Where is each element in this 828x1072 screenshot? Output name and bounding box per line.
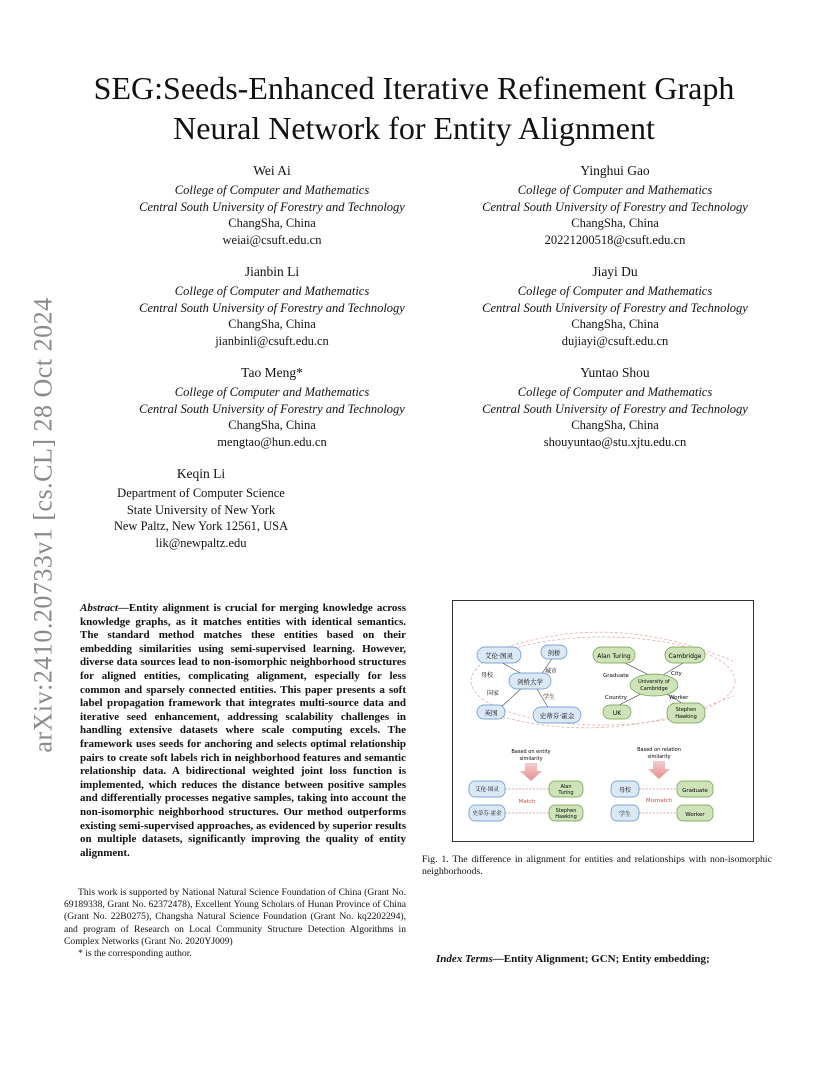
down-arrow-icon	[520, 763, 542, 781]
node-cn-e	[533, 707, 581, 723]
left-pair-result	[469, 781, 583, 821]
mismatch-label: Mismatch	[645, 798, 673, 804]
abstract-text: —Entity alignment is crucial for merging knowledge across knowledge graphs, as it matches entities with identical semantics. The standard method matches these entities based on their embedding similarities using semi-supervised learning. However, diverse data sources lead to non-isomorphic neighborhood structures for aligned entities, complicating alignment, especially for less common and sparsely connected entities. This paper presents a soft label propagation framework that integrates multi-source data and iterative seed enhancement, addressing scalability challenges in handling extensive datasets where scale computing excels. The framework uses seeds for anchoring and selects optimal relationship pairs to create soft labels rich in neighborhood features and semantic relationship data. A bidirectional weighted joint loss function is implemented, which reduces the distance between positive samples and differentially processes negative samples, taking into account the non-isomorphic neighborhood structures. Our method outperforms existing semi-supervised approaches, as evidenced by superior results on multiple datasets, significantly improving the quality of entity alignment.	[80, 602, 406, 859]
author-name: Keqin Li	[176, 466, 226, 481]
edge-label-cn: 城市	[545, 668, 558, 675]
author-name: Yuntao Shou	[580, 365, 650, 380]
author-city: ChangSha, China	[571, 418, 659, 433]
svg-text:艾伦·图灵: 艾伦·图灵	[484, 652, 514, 660]
svg-text:Alan: Alan	[560, 784, 572, 790]
match-label: Match	[518, 799, 536, 805]
node-cn-a	[477, 647, 521, 663]
author-affiliation: Central South University of Forestry and Technology	[139, 199, 405, 214]
index-terms-label: Index Terms	[436, 953, 493, 965]
method-label-left: Based on entity	[511, 749, 551, 755]
svg-text:学生: 学生	[618, 811, 632, 818]
node-en-a	[593, 647, 635, 663]
author-affiliation: College of Computer and Mathematics	[174, 283, 370, 298]
node-en-e	[667, 703, 705, 723]
author-affiliation: College of Computer and Mathematics	[517, 182, 713, 197]
author-affiliation: Central South University of Forestry and Technology	[482, 300, 748, 315]
author-affiliation: Central South University of Forestry and Technology	[139, 401, 405, 416]
svg-text:Turing: Turing	[558, 790, 574, 796]
svg-text:英国: 英国	[484, 709, 498, 717]
author-affiliation: State University of New York	[126, 502, 276, 517]
author-affiliation: Central South University of Forestry and Technology	[482, 401, 748, 416]
index-terms	[436, 953, 776, 965]
author-block-3	[106, 264, 438, 350]
svg-text:艾伦·图灵: 艾伦·图灵	[475, 787, 499, 793]
svg-text:剑桥: 剑桥	[547, 649, 561, 657]
node-cn-c	[509, 673, 551, 689]
corresponding-note: * is the corresponding author.	[78, 948, 192, 960]
author-city: ChangSha, China	[571, 216, 659, 231]
author-block-6	[460, 365, 770, 451]
author-email: dujiayi@csuft.edu.cn	[561, 334, 669, 349]
author-block-5	[106, 365, 438, 451]
author-email: jianbinli@csuft.edu.cn	[215, 334, 329, 349]
funding-note: This work is supported by National Natural Science Foundation of China (Grant No. 69189338, Grant No. 62372478), Excellent Young Scholars of Hunan Province of China (Grant No. 22B0275), Changsha Natural Science Foundation (Grant No. kq2202294), and program of Research on Local Community Structure Detection Algorithms in Complex Networks (Grant No. 2020YJ009)	[64, 887, 406, 947]
svg-text:University of: University of	[638, 679, 670, 685]
author-email: lik@newpaltz.edu	[155, 536, 247, 551]
paper-title: SEG:Seeds-Enhanced Iterative Refinement Graph Neural Network for Entity Alignment	[93, 70, 735, 146]
author-block-2	[460, 163, 770, 249]
author-email: mengtao@hun.edu.cn	[217, 435, 327, 450]
author-email: shouyuntao@stu.xjtu.edu.cn	[543, 435, 687, 450]
svg-text:Hawking: Hawking	[675, 714, 697, 720]
author-affiliation: Central South University of Forestry and Technology	[139, 300, 405, 315]
author-name: Wei Ai	[253, 163, 291, 178]
down-arrow-icon	[648, 761, 670, 779]
svg-text:Hawking: Hawking	[555, 814, 577, 820]
figure-diagram	[453, 601, 753, 841]
edge-label-cn: 母校	[481, 672, 494, 679]
svg-text:Stephen: Stephen	[675, 707, 697, 713]
author-name: Jianbin Li	[244, 264, 300, 279]
author-city: New Paltz, New York 12561, USA	[113, 519, 289, 534]
author-affiliation: College of Computer and Mathematics	[517, 384, 713, 399]
author-affiliation: Central South University of Forestry and Technology	[482, 199, 748, 214]
svg-text:similarity: similarity	[647, 754, 671, 760]
abstract	[80, 602, 406, 860]
svg-text:Alan Turing: Alan Turing	[597, 653, 631, 660]
author-affiliation: College of Computer and Mathematics	[174, 182, 370, 197]
author-city: ChangSha, China	[228, 418, 316, 433]
author-block-4	[460, 264, 770, 350]
edge-label-en: Country	[605, 695, 627, 701]
svg-text:Stephen: Stephen	[555, 808, 577, 814]
svg-text:Worker: Worker	[685, 812, 705, 818]
edge-label-cn: 学生	[543, 694, 556, 701]
svg-text:similarity: similarity	[519, 756, 543, 762]
right-pair-result	[611, 781, 713, 821]
svg-text:史蒂芬·霍金: 史蒂芬·霍金	[539, 712, 575, 720]
author-affiliation: Department of Computer Science	[117, 485, 285, 500]
author-city: ChangSha, China	[228, 317, 316, 332]
footnote	[64, 887, 406, 960]
arxiv-identifier-text: arXiv:2410.20733v1 [cs.CL] 28 Oct 2024	[29, 297, 59, 753]
author-email: weiai@csuft.edu.cn	[222, 233, 322, 248]
abstract-label: Abstract	[80, 602, 118, 614]
author-block-1	[106, 163, 438, 249]
node-en-d	[603, 705, 631, 719]
index-terms-text: —Entity Alignment; GCN; Entity embedding;	[492, 953, 710, 965]
graph-edge	[499, 687, 523, 709]
svg-text:母校: 母校	[618, 787, 632, 794]
author-name: Jiayi Du	[592, 264, 638, 279]
svg-text:剑桥大学: 剑桥大学	[517, 678, 543, 686]
svg-text:Cambridge: Cambridge	[668, 653, 702, 660]
author-affiliation: College of Computer and Mathematics	[174, 384, 370, 399]
node-en-c	[630, 674, 678, 696]
edge-label-cn: 国家	[487, 690, 500, 697]
author-name: Yinghui Gao	[580, 163, 650, 178]
edge-label-en: City	[671, 671, 682, 677]
arxiv-identifier	[24, 290, 64, 760]
edge-label-en: Graduate	[603, 673, 629, 679]
method-label-right: Based on relation	[637, 747, 681, 753]
author-city: ChangSha, China	[571, 317, 659, 332]
author-name: Tao Meng*	[241, 365, 303, 380]
figure-1	[452, 600, 754, 842]
author-affiliation: College of Computer and Mathematics	[517, 283, 713, 298]
node-cn-b	[541, 645, 567, 659]
svg-text:史蒂芬·霍金: 史蒂芬·霍金	[472, 811, 502, 817]
svg-text:Cambridge: Cambridge	[640, 686, 668, 692]
svg-text:UK: UK	[612, 710, 622, 717]
svg-text:Graduate: Graduate	[682, 788, 708, 794]
author-email: 20221200518@csuft.edu.cn	[544, 233, 686, 248]
author-block-7	[80, 466, 322, 552]
node-cn-d	[477, 705, 505, 719]
edge-label-en: Worker	[669, 695, 689, 701]
node-en-b	[665, 647, 705, 663]
author-city: ChangSha, China	[228, 216, 316, 231]
figure-caption: Fig. 1. The difference in alignment for entities and relationships with non-isomorphic neighborhoods.	[422, 854, 772, 878]
